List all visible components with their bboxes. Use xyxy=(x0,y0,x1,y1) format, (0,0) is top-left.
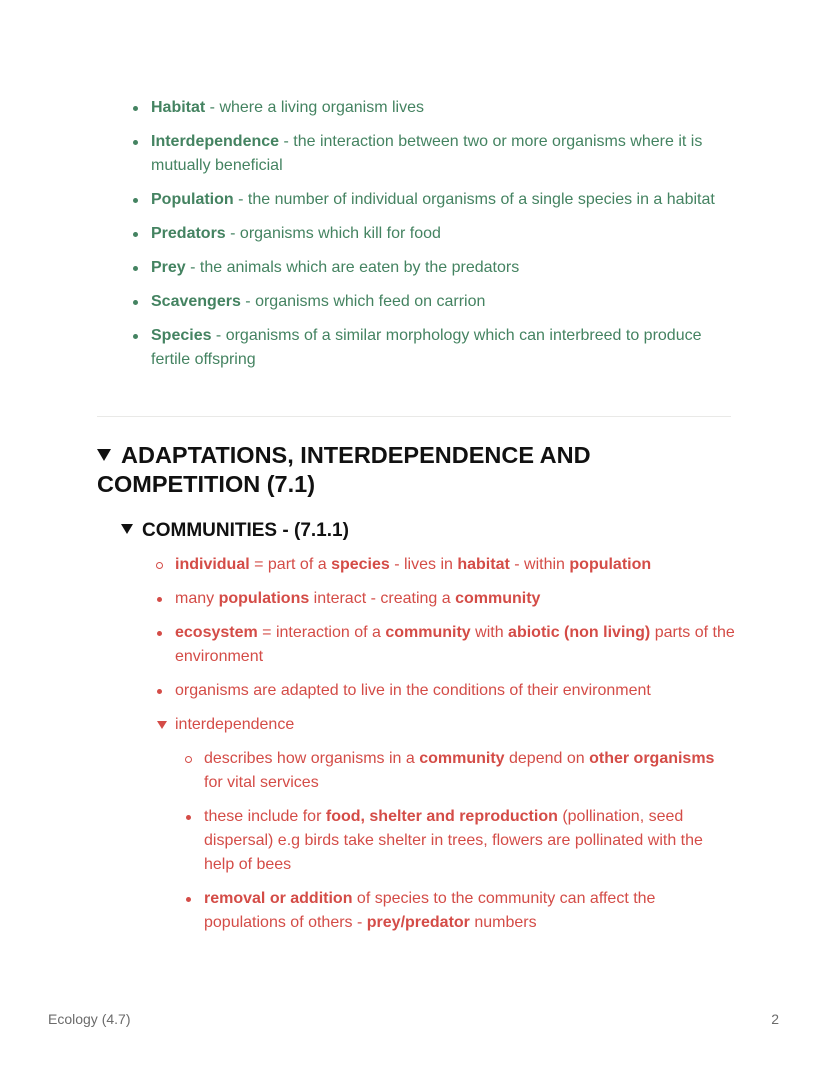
term: Population xyxy=(151,191,234,208)
subsection-heading-toggle[interactable] xyxy=(121,518,741,544)
text: organisms are adapted to live in the conditions of their environment xyxy=(175,682,651,699)
definition-item xyxy=(151,256,731,280)
definition-item xyxy=(151,290,731,314)
text: = interaction of a xyxy=(257,624,386,641)
toggle-label: interdependence xyxy=(175,716,295,733)
text: - within xyxy=(509,556,570,573)
list-item xyxy=(204,887,735,935)
definition-text: - the number of individual organisms of a single species in a habitat xyxy=(233,191,715,208)
communities-list xyxy=(175,553,735,945)
definition-text: - the interaction between two or more organisms where it is mutually beneficial xyxy=(151,133,703,174)
definition-text: - where a living organism lives xyxy=(205,99,424,116)
text: = part of a xyxy=(249,556,332,573)
bold-term: population xyxy=(569,556,652,573)
text: depend on xyxy=(504,750,590,767)
term: Species xyxy=(151,327,212,344)
interdependence-toggle[interactable] xyxy=(175,713,735,935)
text: describes how organisms in a xyxy=(204,750,420,767)
bold-term: food, shelter and reproduction xyxy=(325,808,558,825)
term: Scavengers xyxy=(151,293,241,310)
page-number: 2 xyxy=(771,1011,779,1027)
text: - lives in xyxy=(389,556,458,573)
section-heading-text: ADAPTATIONS, INTERDEPENDENCE AND COMPETITION (7.1) xyxy=(97,442,591,497)
list-item xyxy=(175,621,735,669)
bold-term: populations xyxy=(218,590,310,607)
text: (pollination, seed dispersal) e.g birds take shelter in trees, flowers are pollinated with the help of bees xyxy=(204,808,703,873)
text: interact - creating a xyxy=(309,590,456,607)
footer-title: Ecology (4.7) xyxy=(48,1011,131,1027)
text: for vital services xyxy=(204,774,319,791)
bold-term: community xyxy=(385,624,471,641)
definition-item xyxy=(151,96,731,120)
bold-term: species xyxy=(331,556,390,573)
list-item xyxy=(204,805,735,877)
definition-item xyxy=(151,188,731,212)
list-item xyxy=(175,679,735,703)
divider xyxy=(97,416,731,417)
list-item xyxy=(175,587,735,611)
bold-term: other organisms xyxy=(589,750,715,767)
term: Prey xyxy=(151,259,186,276)
bold-term: prey/predator xyxy=(366,914,470,931)
definition-text: - organisms which feed on carrion xyxy=(240,293,486,310)
term: Interdependence xyxy=(151,133,280,150)
definition-item xyxy=(151,222,731,246)
section-heading-toggle[interactable] xyxy=(97,441,737,499)
bold-term: removal or addition xyxy=(204,890,353,907)
text: these include for xyxy=(204,808,326,825)
definition-item xyxy=(151,324,731,372)
bold-term: ecosystem xyxy=(175,624,258,641)
text: with xyxy=(470,624,509,641)
bold-term: community xyxy=(419,750,505,767)
bold-term: habitat xyxy=(457,556,510,573)
definition-text: - the animals which are eaten by the predators xyxy=(185,259,520,276)
toggle-triangle-icon[interactable] xyxy=(97,449,111,461)
text: of species to the community can affect the populations of others - xyxy=(204,890,656,931)
subsection-heading-text: COMMUNITIES - (7.1.1) xyxy=(142,520,349,541)
definitions-list xyxy=(151,96,731,382)
toggle-triangle-icon[interactable] xyxy=(121,524,133,534)
list-item xyxy=(204,747,735,795)
definition-text: - organisms of a similar morphology which can interbreed to produce fertile offspring xyxy=(151,327,702,368)
text: parts of the environment xyxy=(175,624,735,665)
definition-text: - organisms which kill for food xyxy=(225,225,441,242)
list-item xyxy=(175,553,735,577)
interdependence-list xyxy=(175,747,735,935)
text: numbers xyxy=(469,914,537,931)
term: Habitat xyxy=(151,99,206,116)
definition-item xyxy=(151,130,731,178)
term: Predators xyxy=(151,225,226,242)
text: many xyxy=(175,590,219,607)
bold-term: community xyxy=(455,590,541,607)
bold-term: abiotic (non living) xyxy=(508,624,651,641)
bold-term: individual xyxy=(175,556,250,573)
